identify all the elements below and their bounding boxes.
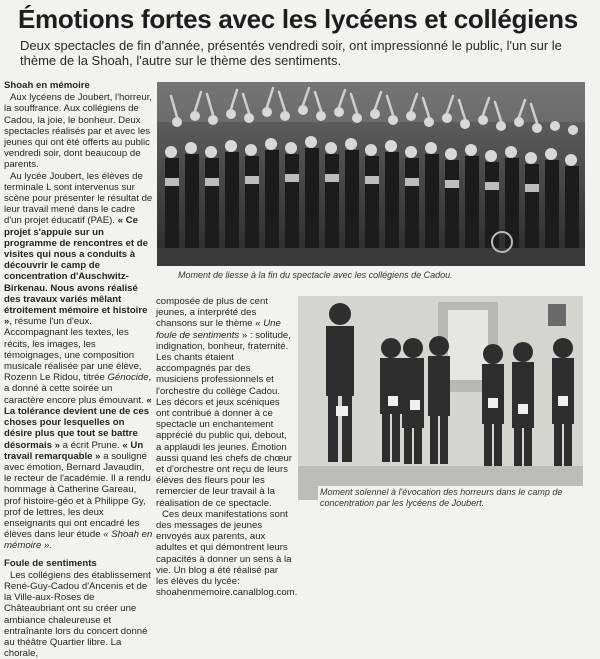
theme-title: Une foule de sentiments [156, 318, 281, 341]
text-run: a souligné avec émotion, Bernard Javaudin, le recteur de l'académie. Il a rendu hommage à Catherine Gareau, prof histoire-géo et à Philippe Gy, prof de lettres, les deux enseignants qui ont encadré les élèves dans leur étude [4, 450, 151, 541]
section-heading-shoah: Shoah en mémoire [4, 80, 90, 91]
text-run: composée de plus de cent jeunes, a interprété des chansons sur le thème « [156, 296, 269, 330]
photo-choir-caption: Moment de liesse à la fin du spectacle avec les collégiens de Cadou. [178, 270, 453, 280]
quote-bold: « Un travail remarquable » [4, 439, 144, 462]
quote-bold: « Ce projet s'appuie sur un programme de rencontres et de visites qui nous a conduits à découvrir le camp de concentration d'Auschwitz-Birkenau. Nous avons réalisé des travaux variés mêlant étroitement mémoire et histoire » [4, 215, 148, 328]
standfirst: Deux spectacles de fin d'année, présentés vendredi soir, ont impressionné le public, l'un sur le thème de la Shoah, l'autre sur le thème des sentiments. [20, 38, 562, 68]
text-run: a écrit Prune. [60, 439, 123, 451]
paragraph [156, 296, 293, 509]
stage-illustration [298, 296, 583, 500]
paragraph [4, 171, 154, 552]
study-title: « Shoah en mémoire » [4, 529, 153, 552]
text-run: . [49, 540, 52, 552]
paragraph: Aux lycéens de Joubert, l'horreur, la souffrance. Aux collégiens de Cadou, la joie, le bonheur. Deux spectacles réalisés par et avec les jeunes qui ont été offerts au public vendredi soir, dont beaucoup de parents. [4, 92, 153, 171]
photo-choir [157, 82, 585, 266]
photo-students-stage [298, 296, 583, 500]
work-title: Génocide [107, 372, 149, 384]
headline: Émotions fortes avec les lycéens et collégiens [18, 4, 578, 34]
choir-illustration [157, 82, 585, 266]
text-run: , résume l'un d'eux. Accompagnant les textes, les récits, les images, les témoignages, une composition musicale réalisée par une élève, Rozenn Le Ridou, titrée [4, 316, 142, 384]
article-column-2 [156, 296, 298, 599]
text-run: , a donné à cette soirée un caractère encore plus émouvant. [4, 372, 152, 406]
text-run: » : solitude, indignation, bonheur, fraternité. Les chants étaient accompagnés par des musiciens professionnels et l'orchestre du collège Cadou. Les décors et jeux scéniques ont contribué à donner à ce spectacle un enchantement apprécié du public qui, debout, a applaudi les jeunes. Émotion aussi quand les chefs de chœur et d'orchestre ont reçu de leurs élèves des fleurs pour les remercier de leur travail à la réalisation de ce spectacle. [156, 329, 292, 509]
photo-students-caption: Moment solennel à l'évocation des horreurs dans le camp de concentration par les lycéens de Joubert. [318, 486, 592, 510]
paragraph: Ces deux manifestations sont des messages de jeunes envoyés aux parents, aux adultes et qui démontrent leurs capacités à donner un sens à la vie. Un blog a été réalisé par les élèves du lycée: shoahenmemoire.canalblog.com. [156, 508, 298, 599]
text-run: Au lycée Joubert, les élèves de terminale L sont intervenus sur scène pour présenter le résultat de leur travail mené dans le cadre d'un projet éducatif (PAE). [4, 170, 153, 227]
paragraph: Les collégiens des établissement René-Guy-Cadou d'Ancenis et de la Ville-aux-Roses de Châteaubriant ont su créer une ambiance chaleureuse et entraînante lors du concert donné au théâtre Quartier libre. La chorale, [4, 569, 151, 659]
article-column-1 [4, 80, 154, 659]
section-heading-sentiments: Foule de sentiments [4, 557, 97, 569]
quote-bold: « La tolérance devient une de ces choses pour lesquelles on désire plus que tout se battre désormais » [4, 394, 152, 451]
